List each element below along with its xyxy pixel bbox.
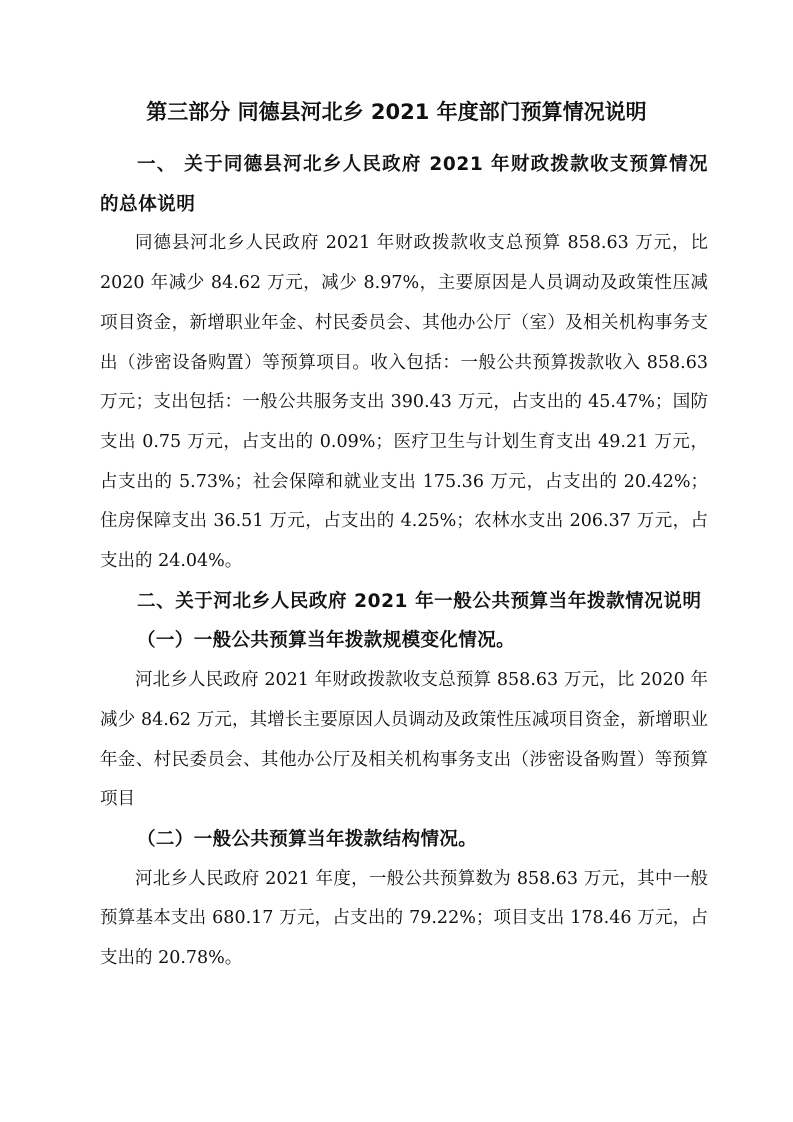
section2-sub2-heading: （二）一般公共预算当年拨款结构情况。 (137, 828, 478, 850)
section2-sub2-body: 河北乡人民政府 2021 年度，一般公共预算数为 858.63 万元，其中一般预算基本支出 680.17 万元，占支出的 79.22%；项目支出 178.46 万元，占支出的 20.78%。 (100, 868, 708, 969)
section2-heading: 二、关于河北乡人民政府 2021 年一般公共预算当年拨款情况说明 (137, 590, 702, 612)
section1-heading: 一、 关于同德县河北乡人民政府 2021 年财政拨款收支预算情况的总体说明 (100, 154, 708, 215)
section1-body: 同德县河北乡人民政府 2021 年财政拨款收支总预算 858.63 万元，比 2020 年减少 84.62 万元，减少 8.97%，主要原因是人员调动及政策性压减项目资金，新增职业年金、村民委员会、其他办公厅（室）及相关机构事务支出（涉密设备购置）等预算项目。收入包括：一般公共预算拨款收入 858.63 万元；支出包括：一般公共服务支出 390.43 万元，占支出的 45.47%；国防支出 0.75 万元，占支出的 0.09%；医疗卫生与计划生育支出 49.21 万元，占支出的 5.73%；社会保障和就业支出 175.36 万元，占支出的 20.42%；住房保障支出 36.51 万元，占支出的 4.25%；农林水支出 206.37 万元，占支出的 24.04%。 (100, 233, 708, 572)
section2-sub1-heading: （一）一般公共预算当年拨款规模变化情况。 (137, 630, 516, 652)
document-title: 第三部分 同德县河北乡 2021 年度部门预算情况说明 (146, 100, 647, 124)
section2-sub1-body: 河北乡人民政府 2021 年财政拨款收支总预算 858.63 万元，比 2020 年减少 84.62 万元，其增长主要原因人员调动及政策性压减项目资金，新增职业年金、村民委员会、其他办公厅及相关机构事务支出（涉密设备购置）等预算项目 (100, 670, 708, 810)
document-body (100, 145, 708, 979)
